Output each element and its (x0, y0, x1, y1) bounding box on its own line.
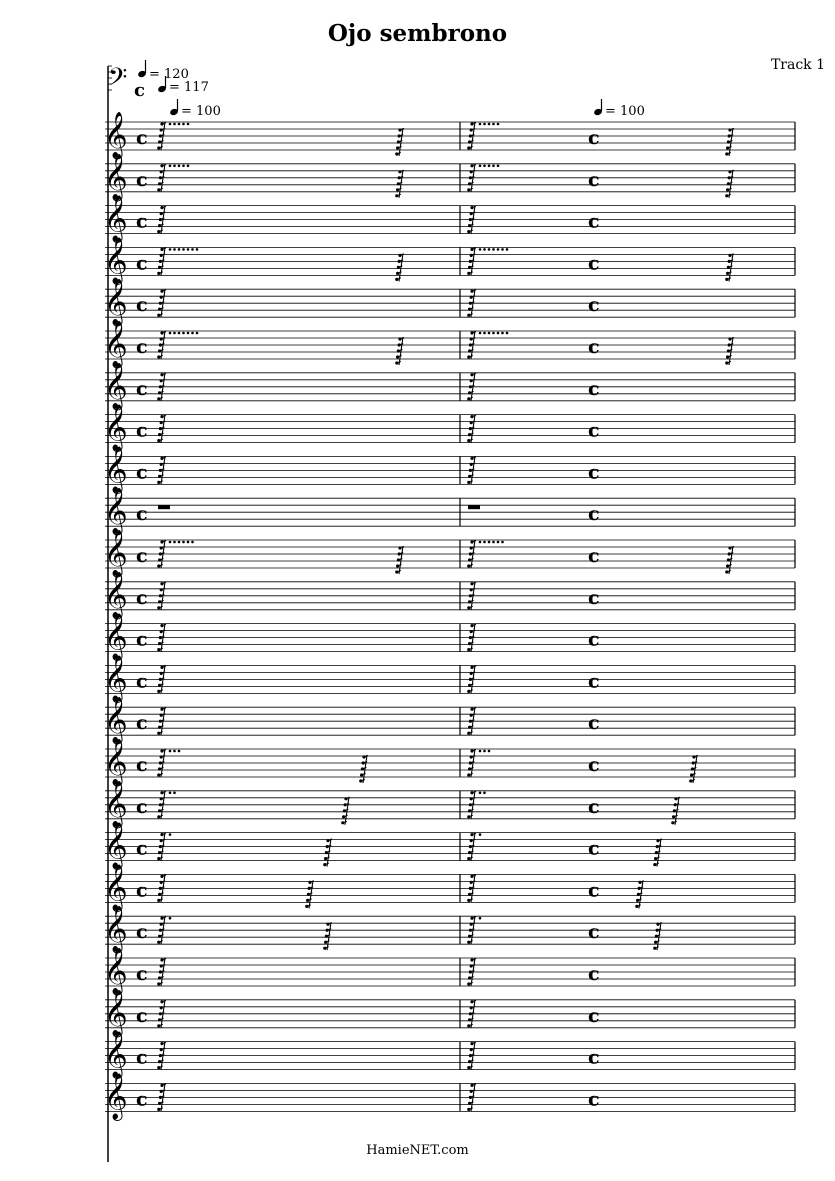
common-time-icon: c (588, 377, 600, 400)
rest-icon (725, 253, 734, 281)
rest-icon (323, 839, 332, 867)
common-time-icon: c (136, 879, 148, 902)
rest-icon (671, 797, 680, 825)
bass-clef-icon: 𝄢 (108, 63, 128, 98)
rest-icon (653, 839, 662, 867)
tempo-marking (593, 99, 645, 119)
common-time-icon: c (136, 336, 148, 358)
staff (104, 1073, 795, 1121)
rest-icon (341, 797, 350, 825)
common-time-icon: c (136, 294, 148, 317)
treble-clef-icon: 𝄞 (104, 613, 128, 660)
rest-icon (689, 755, 698, 783)
treble-clef-icon: 𝄞 (104, 1031, 128, 1078)
common-time-icon: c (136, 586, 148, 609)
tempo-text: = 100 (605, 104, 645, 119)
treble-clef-icon: 𝄞 (104, 906, 128, 953)
common-time-icon: c (588, 294, 600, 317)
rest-icon (395, 170, 404, 198)
treble-clef-icon: 𝄞 (104, 571, 128, 618)
staff-group (104, 66, 795, 1121)
common-time-icon: c (588, 419, 600, 442)
track-label: Track 1 (770, 57, 825, 73)
rest-icon (725, 546, 734, 574)
footer-credit: HamieNET.com (366, 1143, 469, 1158)
staff (104, 530, 795, 578)
staff (104, 363, 795, 411)
common-time-icon: c (136, 712, 148, 735)
common-time-icon: c (588, 963, 600, 985)
common-time-icon: c (136, 921, 148, 944)
common-time-icon: c (588, 795, 600, 818)
common-time-icon: c (136, 1004, 148, 1027)
common-time-icon: c (588, 336, 600, 358)
staff (104, 112, 795, 160)
rest-icon (395, 337, 404, 365)
rest-icon (635, 880, 644, 908)
staff (104, 572, 795, 620)
common-time-icon: c (588, 628, 600, 651)
treble-clef-icon: 𝄞 (104, 488, 128, 535)
staff (104, 279, 795, 327)
common-time-icon: c (136, 127, 148, 149)
staff (104, 990, 795, 1038)
common-time-icon: c (136, 1088, 148, 1111)
common-time-icon: c (588, 1046, 600, 1069)
treble-clef-icon: 𝄞 (104, 153, 128, 200)
common-time-icon: c (136, 837, 148, 860)
tempo-marking (137, 60, 189, 82)
treble-clef-icon: 𝄞 (104, 989, 128, 1036)
rest-icon (359, 755, 368, 783)
treble-clef-icon: 𝄞 (104, 530, 128, 576)
treble-clef-icon: 𝄞 (104, 822, 128, 869)
staff (104, 196, 795, 244)
common-time-icon: c (136, 963, 148, 985)
treble-clef-icon: 𝄞 (104, 362, 128, 409)
common-time-icon: c (136, 545, 148, 567)
common-time-icon: c (588, 712, 600, 735)
rest-icon (395, 546, 404, 574)
treble-clef-icon: 𝄞 (104, 237, 128, 284)
common-time-icon: c (588, 210, 600, 233)
staff (104, 655, 795, 703)
tempo-marking (169, 99, 221, 119)
treble-clef-icon: 𝄞 (104, 112, 128, 158)
common-time-icon: c (588, 545, 600, 567)
rest-icon (395, 253, 404, 281)
common-time-icon: c (136, 795, 148, 818)
common-time-icon: c (136, 1046, 148, 1069)
common-time-icon: c (588, 670, 600, 693)
common-time-icon: c (136, 628, 148, 651)
staff (104, 446, 795, 494)
common-time-icon: c (136, 210, 148, 233)
treble-clef-icon: 𝄞 (104, 195, 128, 242)
whole-rest-icon (158, 505, 170, 509)
staff (104, 154, 795, 202)
staff (104, 948, 795, 996)
tempo-text: = 120 (149, 67, 189, 82)
staff (104, 823, 795, 871)
rest-icon (725, 337, 734, 365)
bass-staff-header (108, 60, 645, 119)
common-time-icon: c (588, 586, 600, 609)
common-time-icon: c (588, 837, 600, 860)
rest-icon (395, 128, 404, 156)
staff (104, 739, 795, 787)
treble-clef-icon: 𝄞 (104, 1073, 128, 1120)
staff (104, 405, 795, 453)
staff (104, 237, 795, 285)
common-time-icon: c (588, 921, 600, 944)
common-time-icon: c (588, 1004, 600, 1027)
treble-clef-icon: 𝄞 (104, 655, 128, 702)
common-time-icon: c (136, 754, 148, 776)
staff (104, 864, 795, 912)
tempo-text: = 117 (169, 80, 209, 95)
tempo-text: = 100 (181, 104, 221, 119)
common-time-icon: c (134, 80, 145, 101)
rest-icon (305, 880, 314, 908)
treble-clef-icon: 𝄞 (104, 780, 128, 827)
common-time-icon: c (588, 754, 600, 776)
rest-icon (725, 170, 734, 198)
common-time-icon: c (136, 252, 148, 275)
common-time-icon: c (588, 1088, 600, 1111)
common-time-icon: c (136, 670, 148, 693)
common-time-icon: c (588, 879, 600, 902)
rest-icon (653, 922, 662, 950)
treble-clef-icon: 𝄞 (104, 321, 128, 367)
staff (104, 1032, 795, 1080)
common-time-icon: c (136, 461, 148, 484)
common-time-icon: c (588, 168, 600, 191)
treble-clef-icon: 𝄞 (104, 446, 128, 493)
whole-rest-icon (468, 505, 480, 509)
rest-icon (323, 922, 332, 950)
rest-icon (725, 128, 734, 156)
staff (104, 906, 795, 954)
staff (104, 781, 795, 829)
staff (104, 321, 795, 369)
common-time-icon: c (588, 127, 600, 149)
common-time-icon: c (588, 503, 600, 526)
common-time-icon: c (588, 461, 600, 484)
treble-clef-icon: 𝄞 (104, 697, 128, 744)
common-time-icon: c (136, 503, 148, 526)
treble-clef-icon: 𝄞 (104, 404, 128, 451)
common-time-icon: c (136, 377, 148, 400)
treble-clef-icon: 𝄞 (104, 864, 128, 911)
common-time-icon: c (588, 252, 600, 275)
treble-clef-icon: 𝄞 (104, 948, 128, 994)
treble-clef-icon: 𝄞 (104, 279, 128, 326)
score-title: Ojo sembrono (327, 20, 508, 47)
staff (104, 488, 795, 536)
common-time-icon: c (136, 168, 148, 191)
common-time-icon: c (136, 419, 148, 442)
staff (104, 697, 795, 745)
treble-clef-icon: 𝄞 (104, 739, 128, 785)
staff (104, 614, 795, 662)
